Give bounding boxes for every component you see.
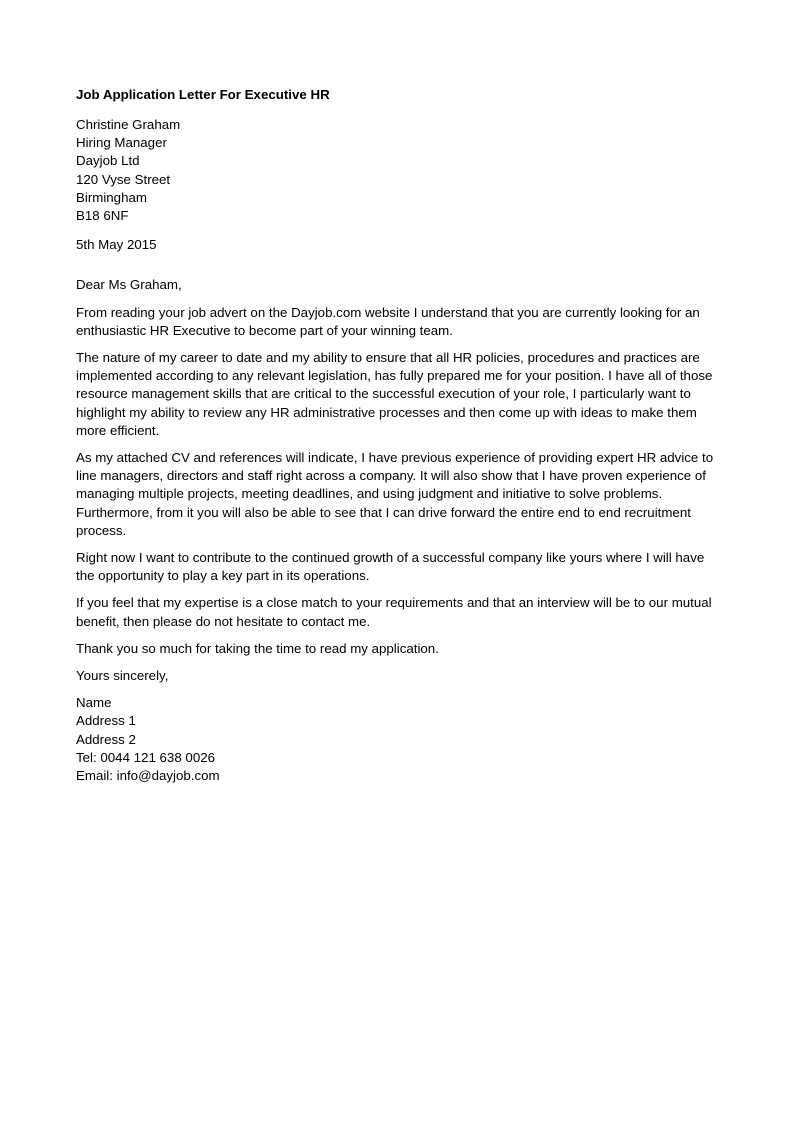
body-paragraph	[76, 449, 716, 540]
letter-paragraphs	[76, 304, 716, 658]
body-paragraph	[76, 549, 716, 585]
body-paragraph	[76, 640, 716, 658]
paragraph-line: line managers, directors and staff right across a company. It will also show that I have proven experience of	[76, 468, 706, 484]
paragraph-line: enthusiastic HR Executive to become part of your winning team.	[76, 322, 453, 338]
recipient-city: Birmingham	[76, 189, 147, 205]
recipient-company: Dayjob Ltd	[76, 153, 140, 169]
sender-address-1: Address 1	[76, 713, 136, 729]
paragraph-line: implemented according to any relevant legislation, has fully prepared me for your position. I have all of those	[76, 368, 713, 384]
sender-email: Email: info@dayjob.com	[76, 768, 220, 784]
paragraph-line: The nature of my career to date and my ability to ensure that all HR policies, procedures and practices are	[76, 350, 700, 366]
sender-tel: Tel: 0044 121 638 0026	[76, 749, 216, 765]
letter-body	[76, 86, 716, 785]
sender-address-2: Address 2	[76, 731, 136, 747]
letter-title: Job Application Letter For Executive HR	[76, 87, 330, 102]
paragraph-line: resource management skills that are critical to the successful execution of your role, I particularly want to	[76, 386, 691, 402]
paragraph-line: Furthermore, from it you will also be able to see that I can drive forward the entire end to end recruitment	[76, 504, 691, 520]
salutation: Dear Ms Graham,	[76, 277, 182, 293]
paragraph-line: benefit, then please do not hesitate to contact me.	[76, 613, 371, 629]
recipient-street: 120 Vyse Street	[76, 171, 171, 187]
paragraph-line: Thank you so much for taking the time to read my application.	[76, 640, 439, 656]
paragraph-line: more efficient.	[76, 422, 160, 438]
sender-name: Name	[76, 695, 112, 711]
sender-details	[76, 694, 716, 785]
recipient-address	[76, 116, 716, 225]
closing: Yours sincerely,	[76, 668, 169, 684]
letter-date: 5th May 2015	[76, 237, 157, 253]
recipient-name: Christine Graham	[76, 117, 181, 132]
paragraph-line: From reading your job advert on the Dayjob.com website I understand that you are currently looking for an	[76, 304, 700, 320]
recipient-position: Hiring Manager	[76, 135, 167, 151]
body-paragraph	[76, 594, 716, 630]
body-paragraph	[76, 349, 716, 440]
recipient-postcode: B18 6NF	[76, 208, 129, 224]
paragraph-line: the opportunity to play a key part in its operations.	[76, 568, 370, 584]
paragraph-line: process.	[76, 522, 127, 538]
body-paragraph	[76, 304, 716, 340]
paragraph-line: managing multiple projects, meeting deadlines, and using judgment and initiative to solve problems.	[76, 486, 663, 502]
paragraph-line: highlight my ability to review any HR administrative processes and then come up with ideas to make them	[76, 404, 697, 420]
paragraph-line: Right now I want to contribute to the continued growth of a successful company like yours where I will have	[76, 550, 705, 566]
paragraph-line: If you feel that my expertise is a close match to your requirements and that an interview will be to our mutual	[76, 595, 712, 611]
paragraph-line: As my attached CV and references will indicate, I have previous experience of providing expert HR advice to	[76, 450, 714, 466]
